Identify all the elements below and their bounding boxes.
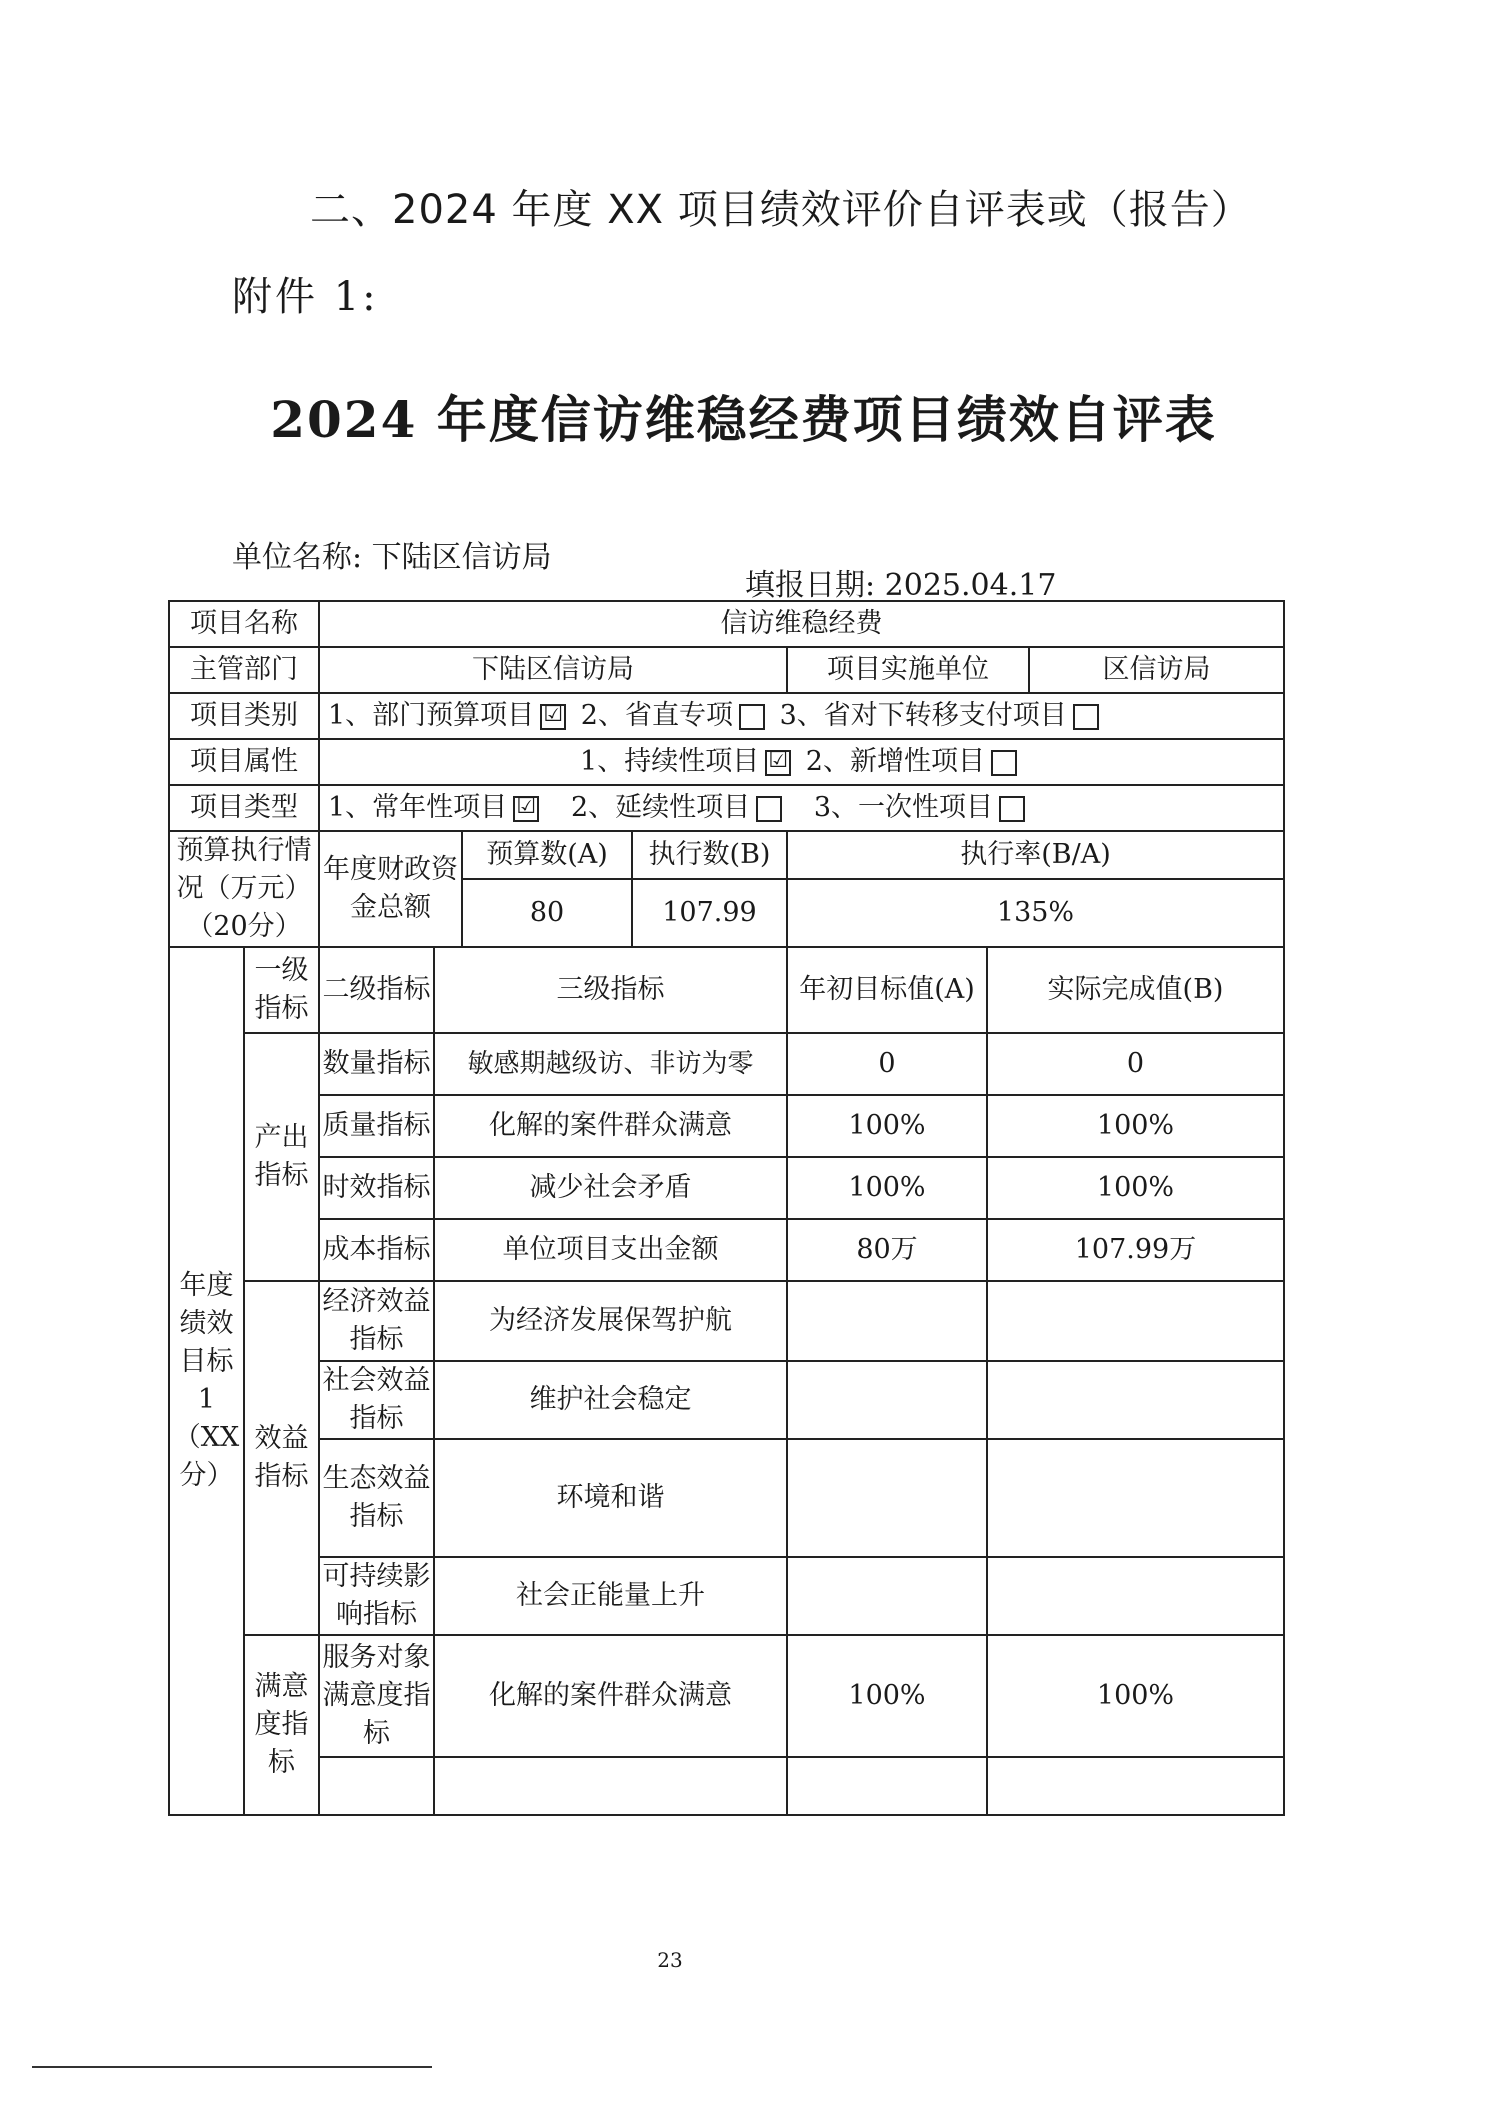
empty-checkbox-icon — [739, 704, 765, 730]
attribute-options — [319, 739, 1284, 785]
level3-cell: 社会正能量上升 — [434, 1557, 787, 1635]
footer-divider — [32, 2066, 432, 2068]
row-budget-header — [169, 831, 1284, 879]
type-option-3: 3、一次性项目 — [813, 792, 994, 823]
page-title: 2024 年度信访维稳经费项目绩效自评表 — [270, 390, 1217, 449]
category-option-2: 2、省直专项 — [580, 700, 733, 731]
level2-cell: 社会效益指标 — [319, 1361, 434, 1439]
actual-cell — [987, 1557, 1284, 1635]
type-option-1: 1、常年性项目 — [328, 792, 508, 823]
level2-cell: 时效指标 — [319, 1157, 434, 1219]
table-row — [169, 1635, 1284, 1757]
empty-checkbox-icon — [756, 796, 782, 822]
empty-checkbox-icon — [991, 750, 1017, 776]
project-name: 信访维稳经费 — [319, 601, 1284, 647]
empty-checkbox-icon — [999, 796, 1025, 822]
empty-cell — [319, 1757, 434, 1815]
attribute-label: 项目属性 — [169, 739, 319, 785]
table-row — [169, 1557, 1284, 1635]
actual-cell — [987, 1439, 1284, 1557]
type-label: 项目类型 — [169, 785, 319, 831]
level3-cell: 减少社会矛盾 — [434, 1157, 787, 1219]
table-row — [169, 1219, 1284, 1281]
attribute-option-1: 1、持续性项目 — [580, 746, 760, 777]
table-row — [169, 1157, 1284, 1219]
level3-cell: 为经济发展保驾护航 — [434, 1281, 787, 1361]
budget-label: 预算执行情况（万元）（20分） — [169, 831, 319, 947]
level2-cell: 生态效益指标 — [319, 1439, 434, 1557]
level2-cell: 可持续影响指标 — [319, 1557, 434, 1635]
attribute-option-2: 2、新增性项目 — [805, 746, 985, 777]
type-option-2: 2、延续性项目 — [570, 792, 751, 823]
row-department — [169, 647, 1284, 693]
level3-cell: 化解的案件群众满意 — [434, 1095, 787, 1157]
row-type — [169, 785, 1284, 831]
level3-cell: 化解的案件群众满意 — [434, 1635, 787, 1757]
project-name-label: 项目名称 — [169, 601, 319, 647]
empty-checkbox-icon — [1073, 704, 1099, 730]
section-title: 二、2024 年度 XX 项目绩效评价自评表或（报告） — [310, 187, 1252, 233]
actual-cell: 100% — [987, 1095, 1284, 1157]
level3-cell: 敏感期越级访、非访为零 — [434, 1033, 787, 1095]
budget-col-header: 预算数(A) — [462, 831, 632, 879]
exec-col-header: 执行数(B) — [632, 831, 787, 879]
unit-name: 单位名称: 下陆区信访局 — [232, 540, 552, 575]
checked-checkbox-icon: ☑ — [513, 796, 539, 822]
table-row — [169, 1439, 1284, 1557]
header-target: 年初目标值(A) — [787, 947, 987, 1033]
category-label: 项目类别 — [169, 693, 319, 739]
empty-cell — [987, 1757, 1284, 1815]
target-cell: 0 — [787, 1033, 987, 1095]
actual-cell — [987, 1281, 1284, 1361]
exec-value: 107.99 — [632, 879, 787, 947]
header-level2: 二级指标 — [319, 947, 434, 1033]
table-row — [169, 1095, 1284, 1157]
level2-cell: 经济效益指标 — [319, 1281, 434, 1361]
fund-label: 年度财政资金总额 — [319, 831, 462, 947]
rate-col-header: 执行率(B/A) — [787, 831, 1284, 879]
level3-cell: 单位项目支出金额 — [434, 1219, 787, 1281]
actual-cell — [987, 1361, 1284, 1439]
level2-cell: 服务对象满意度指标 — [319, 1635, 434, 1757]
category-option-3: 3、省对下转移支付项目 — [779, 700, 1067, 731]
dept-label: 主管部门 — [169, 647, 319, 693]
level2-cell: 质量指标 — [319, 1095, 434, 1157]
target-cell — [787, 1281, 987, 1361]
attachment-label: 附件 1: — [232, 274, 379, 320]
row-category — [169, 693, 1284, 739]
target-cell: 100% — [787, 1157, 987, 1219]
target-cell: 80万 — [787, 1219, 987, 1281]
table-row — [169, 1361, 1284, 1439]
level2-cell: 成本指标 — [319, 1219, 434, 1281]
target-cell — [787, 1439, 987, 1557]
target-cell: 100% — [787, 1635, 987, 1757]
header-actual: 实际完成值(B) — [987, 947, 1284, 1033]
dept-value: 下陆区信访局 — [319, 647, 787, 693]
output-indicator-label: 产出指标 — [244, 1033, 319, 1281]
fill-date: 填报日期: 2025.04.17 — [745, 568, 1057, 603]
target-cell — [787, 1557, 987, 1635]
satisfaction-indicator-label: 满意度指标 — [244, 1635, 319, 1815]
target-cell — [787, 1361, 987, 1439]
target-cell: 100% — [787, 1095, 987, 1157]
budget-value: 80 — [462, 879, 632, 947]
empty-cell — [434, 1757, 787, 1815]
category-option-1: 1、部门预算项目 — [328, 700, 535, 731]
row-indicator-header — [169, 947, 1284, 1033]
category-options — [319, 693, 1284, 739]
impl-unit-value: 区信访局 — [1029, 647, 1284, 693]
level3-cell: 环境和谐 — [434, 1439, 787, 1557]
row-project-name — [169, 601, 1284, 647]
page-number: 23 — [657, 1948, 683, 1972]
header-level1: 一级指标 — [244, 947, 319, 1033]
header-level3: 三级指标 — [434, 947, 787, 1033]
actual-cell: 0 — [987, 1033, 1284, 1095]
benefit-indicator-label: 效益指标 — [244, 1281, 319, 1635]
actual-cell: 100% — [987, 1635, 1284, 1757]
rate-value: 135% — [787, 879, 1284, 947]
evaluation-table — [168, 600, 1283, 1816]
table-row-empty — [169, 1757, 1284, 1815]
row-attribute — [169, 739, 1284, 785]
table-row — [169, 1033, 1284, 1095]
actual-cell: 107.99万 — [987, 1219, 1284, 1281]
goal-label: 年度绩效目标1（XX分） — [169, 947, 244, 1815]
type-options — [319, 785, 1284, 831]
impl-unit-label: 项目实施单位 — [787, 647, 1029, 693]
checked-checkbox-icon: ☑ — [540, 704, 566, 730]
table-row — [169, 1281, 1284, 1361]
level2-cell: 数量指标 — [319, 1033, 434, 1095]
level3-cell: 维护社会稳定 — [434, 1361, 787, 1439]
empty-cell — [787, 1757, 987, 1815]
checked-checkbox-icon: ☑ — [765, 750, 791, 776]
actual-cell: 100% — [987, 1157, 1284, 1219]
